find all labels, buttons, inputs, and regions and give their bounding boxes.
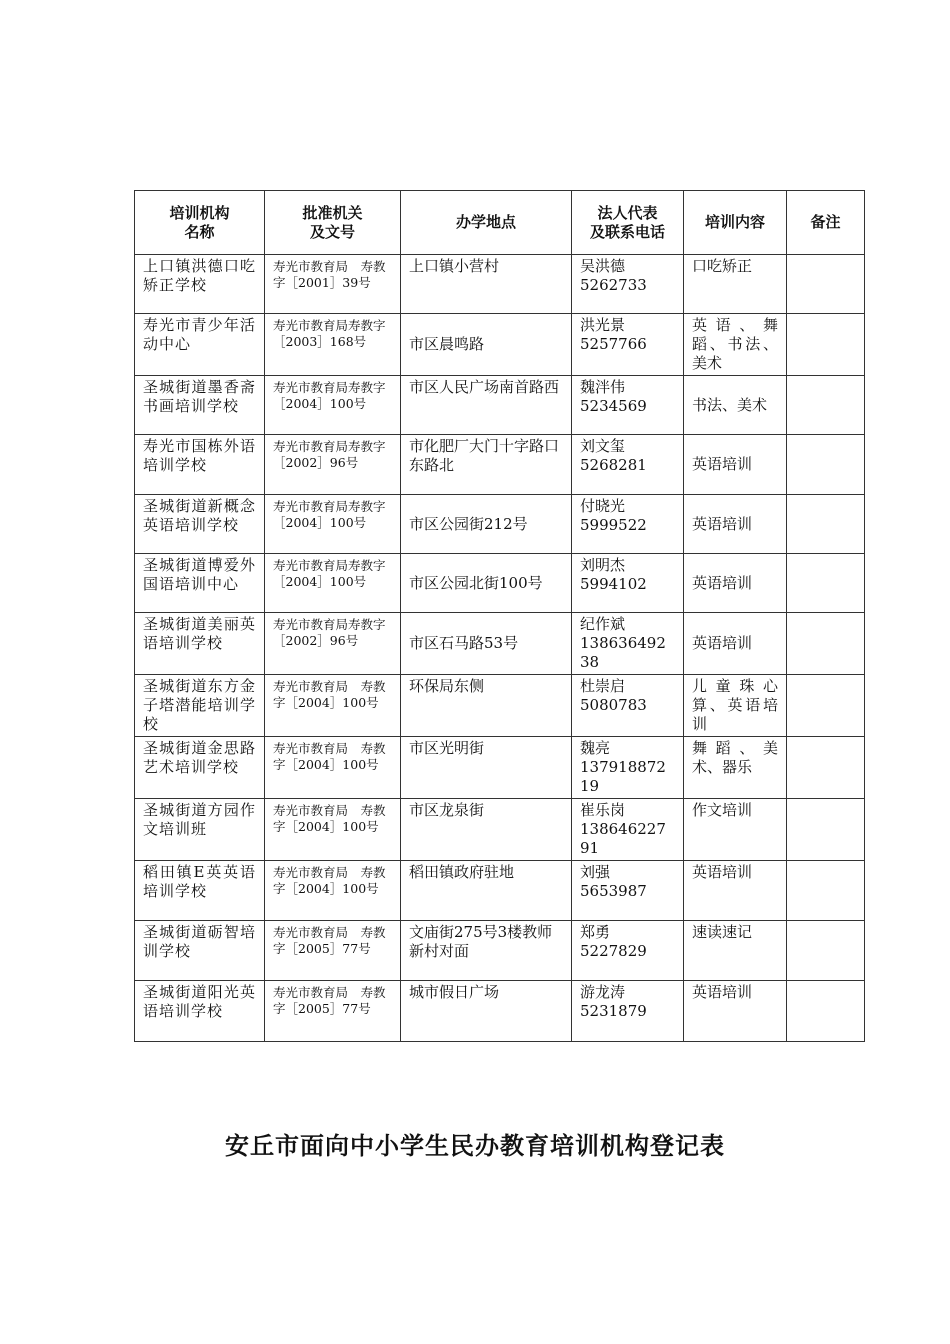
cell-training-content: 英语培训 bbox=[684, 861, 787, 921]
contact-phone: 5227829 bbox=[580, 942, 647, 960]
header-contact bbox=[572, 191, 684, 255]
cell-approval: 寿光市教育局寿教字［2004］100号 bbox=[265, 495, 401, 554]
contact-phone: 5080783 bbox=[580, 696, 647, 714]
contact-person: 付晓光 bbox=[580, 497, 626, 515]
cell-address: 市区晨鸣路 bbox=[401, 314, 572, 376]
cell-remarks bbox=[787, 737, 865, 799]
contact-phone: 13863649238 bbox=[580, 634, 666, 671]
contact-phone: 5994102 bbox=[580, 575, 647, 593]
cell-institution-name: 圣城街道博爱外国语培训中心 bbox=[135, 554, 265, 613]
cell-address: 稻田镇政府驻地 bbox=[401, 861, 572, 921]
cell-training-content: 英语培训 bbox=[684, 554, 787, 613]
table-row bbox=[135, 554, 865, 613]
table-row bbox=[135, 314, 865, 376]
cell-institution-name: 圣城街道金思路艺术培训学校 bbox=[135, 737, 265, 799]
cell-address: 市区龙泉街 bbox=[401, 799, 572, 861]
contact-person: 刘强 bbox=[580, 863, 611, 881]
table-row bbox=[135, 675, 865, 737]
cell-contact bbox=[572, 255, 684, 314]
cell-approval: 寿光市教育局寿教字［2002］96号 bbox=[265, 613, 401, 675]
cell-institution-name: 圣城街道东方金子塔潜能培训学校 bbox=[135, 675, 265, 737]
cell-remarks bbox=[787, 799, 865, 861]
cell-address: 文庙街275号3楼教师新村对面 bbox=[401, 921, 572, 981]
cell-contact bbox=[572, 675, 684, 737]
cell-institution-name: 寿光市国栋外语培训学校 bbox=[135, 435, 265, 495]
cell-approval: 寿光市教育局 寿教字［2001］39号 bbox=[265, 255, 401, 314]
table-row bbox=[135, 861, 865, 921]
cell-contact bbox=[572, 376, 684, 435]
cell-contact bbox=[572, 495, 684, 554]
contact-phone: 5268281 bbox=[580, 456, 647, 474]
cell-address: 市区石马路53号 bbox=[401, 613, 572, 675]
document-title: 安丘市面向中小学生民办教育培训机构登记表 bbox=[225, 1131, 725, 1160]
contact-phone: 5999522 bbox=[580, 516, 647, 534]
cell-contact bbox=[572, 921, 684, 981]
contact-person: 郑勇 bbox=[580, 923, 611, 941]
contact-phone: 5262733 bbox=[580, 276, 647, 294]
header-approval-text: 批准机关 及文号 bbox=[302, 203, 363, 241]
header-content bbox=[684, 191, 787, 255]
cell-approval: 寿光市教育局 寿教字［2004］100号 bbox=[265, 861, 401, 921]
cell-address: 市区光明街 bbox=[401, 737, 572, 799]
cell-contact bbox=[572, 737, 684, 799]
contact-person: 刘明杰 bbox=[580, 556, 626, 574]
table-row bbox=[135, 737, 865, 799]
contact-phone: 5257766 bbox=[580, 335, 647, 353]
contact-phone: 5231879 bbox=[580, 1002, 647, 1020]
header-remarks-text: 备注 bbox=[810, 213, 841, 231]
cell-remarks bbox=[787, 255, 865, 314]
cell-approval: 寿光市教育局 寿教字［2005］77号 bbox=[265, 921, 401, 981]
cell-contact bbox=[572, 981, 684, 1042]
cell-approval: 寿光市教育局寿教字［2002］96号 bbox=[265, 435, 401, 495]
cell-remarks bbox=[787, 921, 865, 981]
cell-remarks bbox=[787, 495, 865, 554]
contact-person: 魏亮 bbox=[580, 739, 611, 757]
registration-table bbox=[134, 190, 865, 1042]
cell-training-content: 英语培训 bbox=[684, 495, 787, 554]
cell-remarks bbox=[787, 675, 865, 737]
cell-institution-name: 稻田镇E英英语培训学校 bbox=[135, 861, 265, 921]
cell-training-content: 英语、舞蹈、书法、美术 bbox=[684, 314, 787, 376]
contact-person: 崔乐岗 bbox=[580, 801, 626, 819]
cell-remarks bbox=[787, 981, 865, 1042]
cell-approval: 寿光市教育局 寿教字［2004］100号 bbox=[265, 737, 401, 799]
cell-address: 环保局东侧 bbox=[401, 675, 572, 737]
table-row bbox=[135, 255, 865, 314]
cell-address: 市区人民广场南首路西 bbox=[401, 376, 572, 435]
cell-training-content: 舞蹈、美术、器乐 bbox=[684, 737, 787, 799]
table-row bbox=[135, 435, 865, 495]
cell-remarks bbox=[787, 314, 865, 376]
cell-training-content: 儿童珠心算、英语培训 bbox=[684, 675, 787, 737]
cell-contact bbox=[572, 799, 684, 861]
cell-address: 上口镇小营村 bbox=[401, 255, 572, 314]
contact-person: 刘文玺 bbox=[580, 437, 626, 455]
cell-remarks bbox=[787, 613, 865, 675]
header-approval bbox=[265, 191, 401, 255]
cell-institution-name: 圣城街道美丽英语培训学校 bbox=[135, 613, 265, 675]
cell-institution-name: 圣城街道新概念英语培训学校 bbox=[135, 495, 265, 554]
table-row bbox=[135, 921, 865, 981]
table-row bbox=[135, 495, 865, 554]
table-body bbox=[135, 255, 865, 1042]
cell-remarks bbox=[787, 861, 865, 921]
cell-approval: 寿光市教育局 寿教字［2004］100号 bbox=[265, 799, 401, 861]
header-name bbox=[135, 191, 265, 255]
cell-institution-name: 圣城街道方园作文培训班 bbox=[135, 799, 265, 861]
cell-training-content: 作文培训 bbox=[684, 799, 787, 861]
cell-contact bbox=[572, 613, 684, 675]
cell-address: 市化肥厂大门十字路口东路北 bbox=[401, 435, 572, 495]
cell-remarks bbox=[787, 554, 865, 613]
contact-person: 洪光景 bbox=[580, 316, 626, 334]
table-row bbox=[135, 981, 865, 1042]
table-row bbox=[135, 799, 865, 861]
header-address-text: 办学地点 bbox=[455, 213, 516, 231]
cell-address: 市区公园北街100号 bbox=[401, 554, 572, 613]
contact-phone: 5653987 bbox=[580, 882, 647, 900]
header-content-text: 培训内容 bbox=[704, 213, 765, 231]
cell-training-content: 英语培训 bbox=[684, 613, 787, 675]
header-contact-text: 法人代表 及联系电话 bbox=[589, 203, 665, 241]
cell-approval: 寿光市教育局寿教字［2004］100号 bbox=[265, 554, 401, 613]
cell-approval: 寿光市教育局寿教字［2003］168号 bbox=[265, 314, 401, 376]
contact-phone: 5234569 bbox=[580, 397, 647, 415]
contact-person: 魏泮伟 bbox=[580, 378, 626, 396]
cell-approval: 寿光市教育局寿教字［2004］100号 bbox=[265, 376, 401, 435]
contact-person: 游龙涛 bbox=[580, 983, 626, 1001]
header-remarks bbox=[787, 191, 865, 255]
table-row bbox=[135, 376, 865, 435]
cell-institution-name: 圣城街道阳光英语培训学校 bbox=[135, 981, 265, 1042]
contact-person: 杜崇启 bbox=[580, 677, 626, 695]
contact-phone: 13791887219 bbox=[580, 758, 666, 795]
cell-institution-name: 上口镇洪德口吃矫正学校 bbox=[135, 255, 265, 314]
cell-training-content: 英语培训 bbox=[684, 435, 787, 495]
cell-contact bbox=[572, 435, 684, 495]
cell-institution-name: 圣城街道砺智培训学校 bbox=[135, 921, 265, 981]
cell-remarks bbox=[787, 435, 865, 495]
cell-training-content: 速读速记 bbox=[684, 921, 787, 981]
contact-person: 吴洪德 bbox=[580, 257, 626, 275]
cell-address: 城市假日广场 bbox=[401, 981, 572, 1042]
cell-training-content: 英语培训 bbox=[684, 981, 787, 1042]
cell-institution-name: 圣城街道墨香斋书画培训学校 bbox=[135, 376, 265, 435]
contact-person: 纪作斌 bbox=[580, 615, 626, 633]
header-address bbox=[401, 191, 572, 255]
cell-approval: 寿光市教育局 寿教字［2005］77号 bbox=[265, 981, 401, 1042]
cell-approval: 寿光市教育局 寿教字［2004］100号 bbox=[265, 675, 401, 737]
contact-phone: 13864622791 bbox=[580, 820, 666, 857]
cell-training-content: 口吃矫正 bbox=[684, 255, 787, 314]
cell-address: 市区公园街212号 bbox=[401, 495, 572, 554]
table-row bbox=[135, 613, 865, 675]
cell-contact bbox=[572, 314, 684, 376]
cell-institution-name: 寿光市青少年活动中心 bbox=[135, 314, 265, 376]
table-header-row bbox=[135, 191, 865, 255]
cell-remarks bbox=[787, 376, 865, 435]
cell-contact bbox=[572, 861, 684, 921]
cell-training-content: 书法、美术 bbox=[684, 376, 787, 435]
cell-contact bbox=[572, 554, 684, 613]
header-name-text: 培训机构 名称 bbox=[169, 203, 230, 241]
